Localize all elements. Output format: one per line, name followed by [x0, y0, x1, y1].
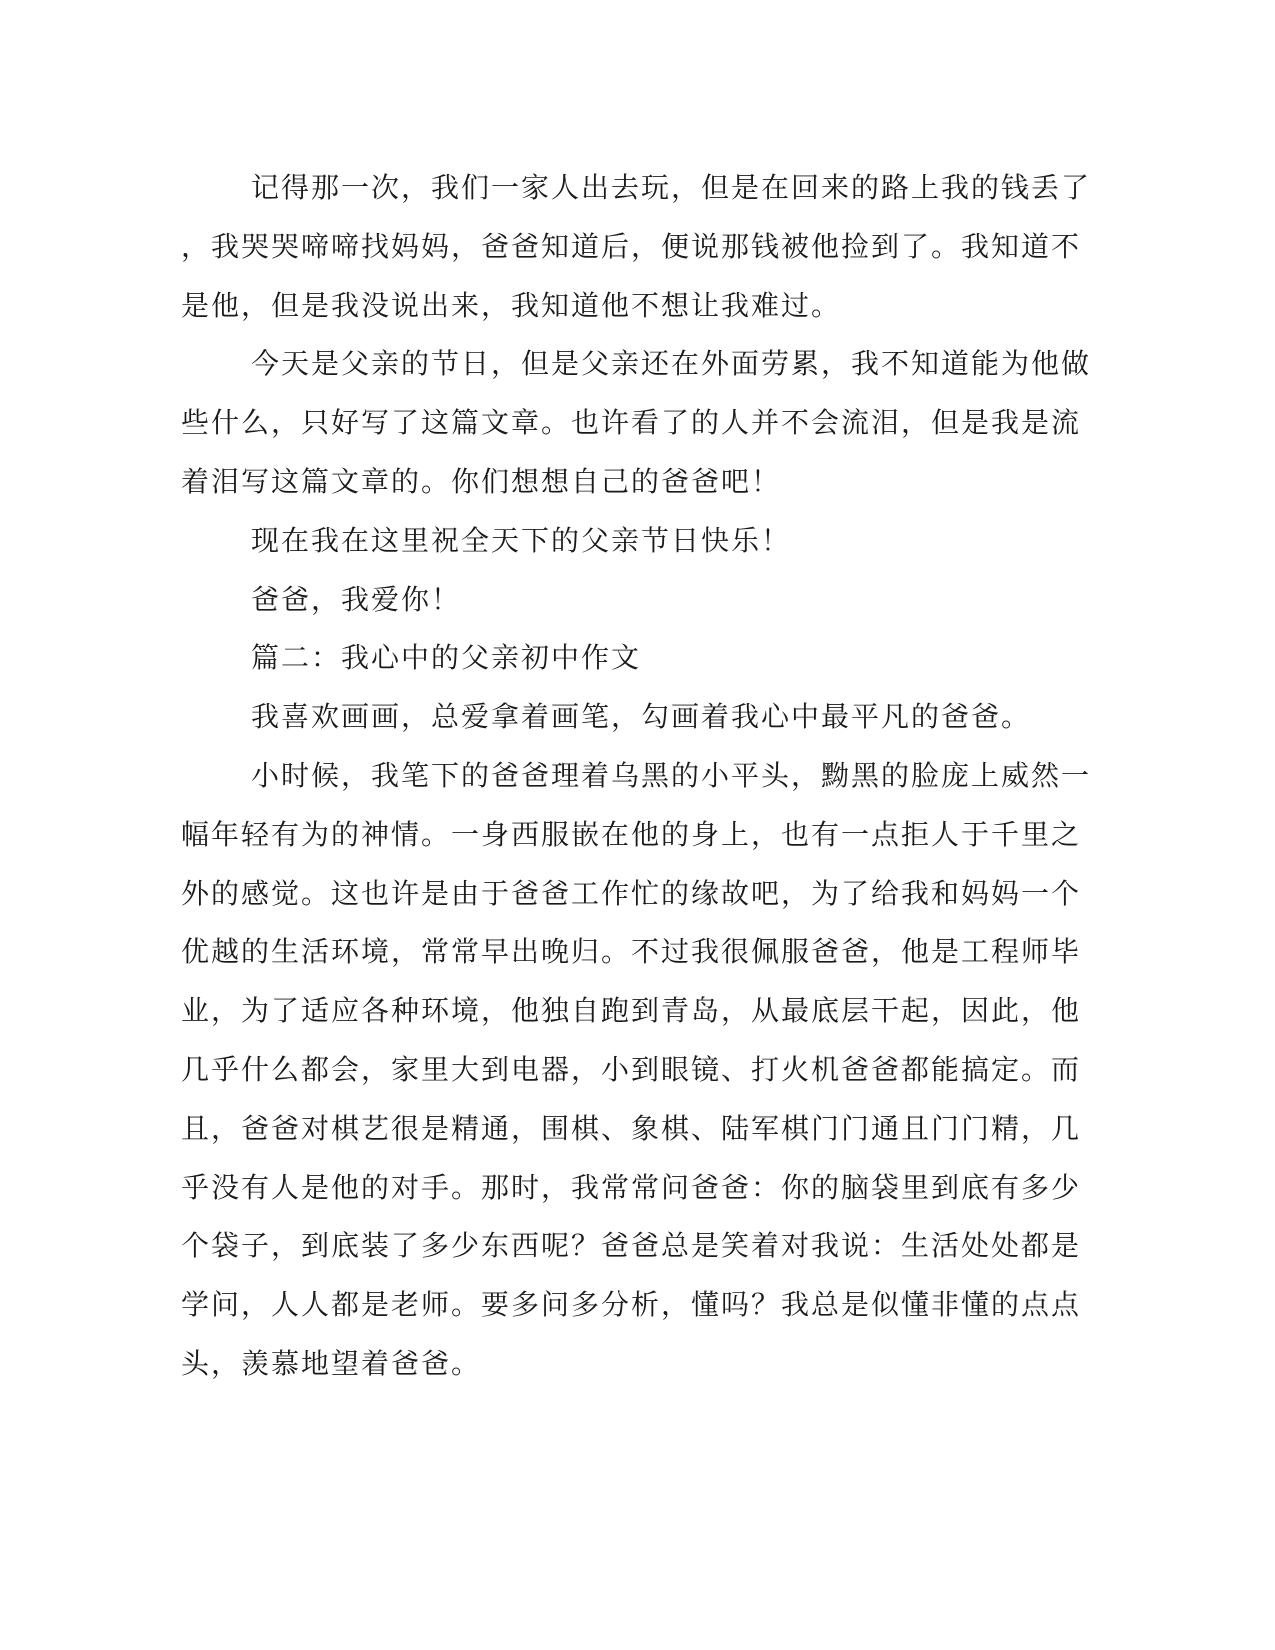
paragraph-line: 幅年轻有为的神情。一身西服嵌在他的身上，也有一点拒人于千里之 [181, 817, 1082, 851]
paragraph-line: 外的感觉。这也许是由于爸爸工作忙的缘故吧，为了给我和妈妈一个 [181, 876, 1082, 910]
paragraph-line: 现在我在这里祝全天下的父亲节日快乐！ [251, 523, 792, 557]
paragraph-line: 些什么，只好写了这篇文章。也许看了的人并不会流泪，但是我是流 [181, 406, 1082, 440]
paragraph-line: 是他，但是我没说出来，我知道他不想让我难过。 [181, 288, 842, 322]
paragraph-line: 着泪写这篇文章的。你们想想自己的爸爸吧！ [181, 464, 782, 498]
section-heading: 篇二：我心中的父亲初中作文 [251, 641, 642, 675]
paragraph-line: 小时候，我笔下的爸爸理着乌黑的小平头，黝黑的脸庞上威然一 [251, 758, 1092, 792]
paragraph-line: 业，为了适应各种环境，他独自跑到青岛，从最底层干起，因此，他 [181, 994, 1082, 1028]
paragraph-line: 优越的生活环境，常常早出晚归。不过我很佩服爸爸，他是工程师毕 [181, 935, 1082, 969]
paragraph-line: 且，爸爸对棋艺很是精通，围棋、象棋、陆军棋门门通且门门精，几 [181, 1111, 1082, 1145]
paragraph-line: 记得那一次，我们一家人出去玩，但是在回来的路上我的钱丢了 [251, 171, 1092, 204]
paragraph-line: 头，羡慕地望着爸爸。 [181, 1346, 482, 1380]
paragraph-line: ，我哭哭啼啼找妈妈，爸爸知道后，便说那钱被他捡到了。我知道不 [181, 229, 1082, 263]
paragraph-line: 个袋子，到底装了多少东西呢？爸爸总是笑着对我说：生活处处都是 [181, 1229, 1082, 1263]
paragraph-line: 乎没有人是他的对手。那时，我常常问爸爸：你的脑袋里到底有多少 [181, 1170, 1082, 1204]
paragraph-line: 爸爸，我爱你！ [251, 582, 462, 616]
article-body [181, 159, 1092, 1394]
paragraph-line: 几乎什么都会，家里大到电器，小到眼镜、打火机爸爸都能搞定。而 [181, 1052, 1082, 1086]
paragraph-line: 学问，人人都是老师。要多问多分析，懂吗？我总是似懂非懂的点点 [181, 1288, 1082, 1322]
paragraph-line: 今天是父亲的节日，但是父亲还在外面劳累，我不知道能为他做 [251, 347, 1092, 381]
paragraph-line: 我喜欢画画，总爱拿着画笔，勾画着我心中最平凡的爸爸。 [251, 700, 1032, 734]
